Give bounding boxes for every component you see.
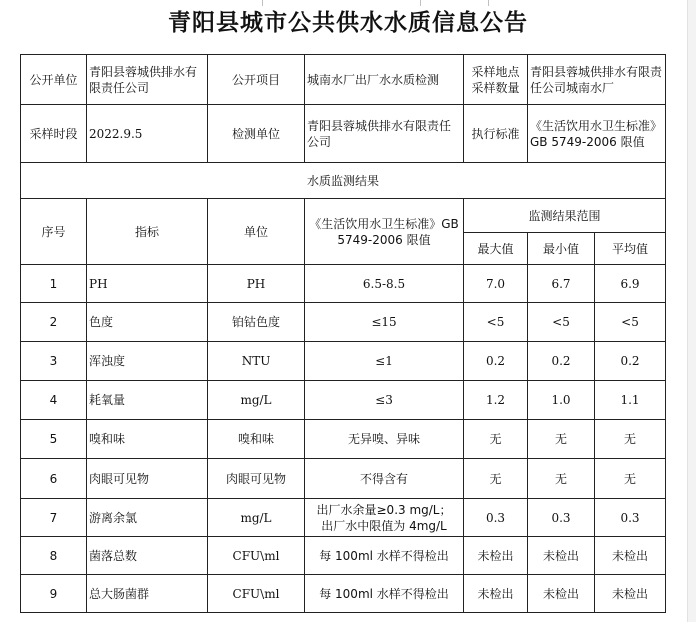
pub-item-value: 城南水厂出厂水水质检测 [305, 55, 464, 105]
standard-label: 执行标准 [464, 105, 528, 163]
row-max: 1.2 [464, 381, 528, 420]
row-max: <5 [464, 303, 528, 342]
header-avg: 平均值 [595, 233, 666, 265]
results-title-row [21, 163, 666, 199]
info-row-1 [21, 55, 666, 105]
row-min: 0.3 [528, 499, 595, 537]
row-seq: 8 [21, 537, 87, 575]
row-limit: 无异嗅、异味 [305, 420, 464, 459]
table-row [21, 459, 666, 499]
header-seq: 序号 [21, 199, 87, 265]
row-limit: 每 100ml 水样不得检出 [305, 537, 464, 575]
row-max: 未检出 [464, 537, 528, 575]
row-max: 无 [464, 420, 528, 459]
sample-loc-label: 采样地点采样数量 [464, 55, 528, 105]
header-max: 最大值 [464, 233, 528, 265]
pub-unit-value: 青阳县蓉城供排水有限责任公司 [87, 55, 208, 105]
row-min: 未检出 [528, 537, 595, 575]
water-quality-table [20, 54, 666, 613]
row-limit: ≤15 [305, 303, 464, 342]
row-seq: 4 [21, 381, 87, 420]
row-unit: PH [208, 265, 305, 303]
info-row-2 [21, 105, 666, 163]
row-max: 无 [464, 459, 528, 499]
row-min: 0.2 [528, 342, 595, 381]
row-indicator: 游离余氯 [87, 499, 208, 537]
row-indicator: 肉眼可见物 [87, 459, 208, 499]
row-avg: 0.3 [595, 499, 666, 537]
sample-time-value: 2022.9.5 [87, 105, 208, 163]
standard-value: 《生活饮用水卫生标准》GB 5749-2006 限值 [528, 105, 666, 163]
row-seq: 7 [21, 499, 87, 537]
row-unit: CFU\ml [208, 537, 305, 575]
row-limit: ≤3 [305, 381, 464, 420]
table-row [21, 342, 666, 381]
row-avg: 未检出 [595, 575, 666, 613]
row-min: 1.0 [528, 381, 595, 420]
row-limit: 每 100ml 水样不得检出 [305, 575, 464, 613]
table-row [21, 303, 666, 342]
row-max: 0.3 [464, 499, 528, 537]
header-range: 监测结果范围 [464, 199, 666, 233]
row-avg: 0.2 [595, 342, 666, 381]
row-unit: mg/L [208, 381, 305, 420]
row-avg: 无 [595, 459, 666, 499]
header-limit: 《生活饮用水卫生标准》GB 5749-2006 限值 [305, 199, 464, 265]
row-avg: <5 [595, 303, 666, 342]
test-unit-label: 检测单位 [208, 105, 305, 163]
row-min: 6.7 [528, 265, 595, 303]
row-seq: 9 [21, 575, 87, 613]
row-unit: CFU\ml [208, 575, 305, 613]
test-unit-value: 青阳县蓉城供排水有限责任公司 [305, 105, 464, 163]
table-row [21, 420, 666, 459]
row-avg: 6.9 [595, 265, 666, 303]
row-indicator: PH [87, 265, 208, 303]
row-avg: 无 [595, 420, 666, 459]
pub-unit-label: 公开单位 [21, 55, 87, 105]
row-min: 无 [528, 459, 595, 499]
row-limit: ≤1 [305, 342, 464, 381]
table-row [21, 537, 666, 575]
row-limit [305, 499, 464, 537]
scroll-edge [687, 0, 696, 622]
row-min: 无 [528, 420, 595, 459]
row-min: <5 [528, 303, 595, 342]
row-indicator: 总大肠菌群 [87, 575, 208, 613]
row-indicator: 浑浊度 [87, 342, 208, 381]
row-indicator: 菌落总数 [87, 537, 208, 575]
sample-loc-value: 青阳县蓉城供排水有限责任公司城南水厂 [528, 55, 666, 105]
row-max: 未检出 [464, 575, 528, 613]
row-max: 0.2 [464, 342, 528, 381]
row-limit: 不得含有 [305, 459, 464, 499]
table-row [21, 265, 666, 303]
row-unit: 铂钴色度 [208, 303, 305, 342]
row-seq: 5 [21, 420, 87, 459]
row-max: 7.0 [464, 265, 528, 303]
header-row-1 [21, 199, 666, 233]
table-row [21, 575, 666, 613]
row-indicator: 嗅和味 [87, 420, 208, 459]
row-unit: 嗅和味 [208, 420, 305, 459]
sample-time-label: 采样时段 [21, 105, 87, 163]
table-row [21, 499, 666, 537]
row-seq: 3 [21, 342, 87, 381]
row-min: 未检出 [528, 575, 595, 613]
header-unit: 单位 [208, 199, 305, 265]
row-limit: 6.5-8.5 [305, 265, 464, 303]
row-limit-line-1: 出厂水余量≥0.3 mg/L； [316, 502, 452, 517]
row-indicator: 色度 [87, 303, 208, 342]
table-row [21, 381, 666, 420]
row-seq: 1 [21, 265, 87, 303]
row-avg: 1.1 [595, 381, 666, 420]
notice-title: 青阳县城市公共供水水质信息公告 [168, 10, 528, 36]
row-unit: mg/L [208, 499, 305, 537]
row-indicator: 耗氧量 [87, 381, 208, 420]
row-avg: 未检出 [595, 537, 666, 575]
header-min: 最小值 [528, 233, 595, 265]
results-title: 水质监测结果 [21, 163, 666, 199]
row-unit: 肉眼可见物 [208, 459, 305, 499]
row-seq: 6 [21, 459, 87, 499]
row-seq: 2 [21, 303, 87, 342]
header-indicator: 指标 [87, 199, 208, 265]
pub-item-label: 公开项目 [208, 55, 305, 105]
row-limit-line-2: 出厂水中限值为 4mg/L [321, 518, 447, 533]
row-unit: NTU [208, 342, 305, 381]
